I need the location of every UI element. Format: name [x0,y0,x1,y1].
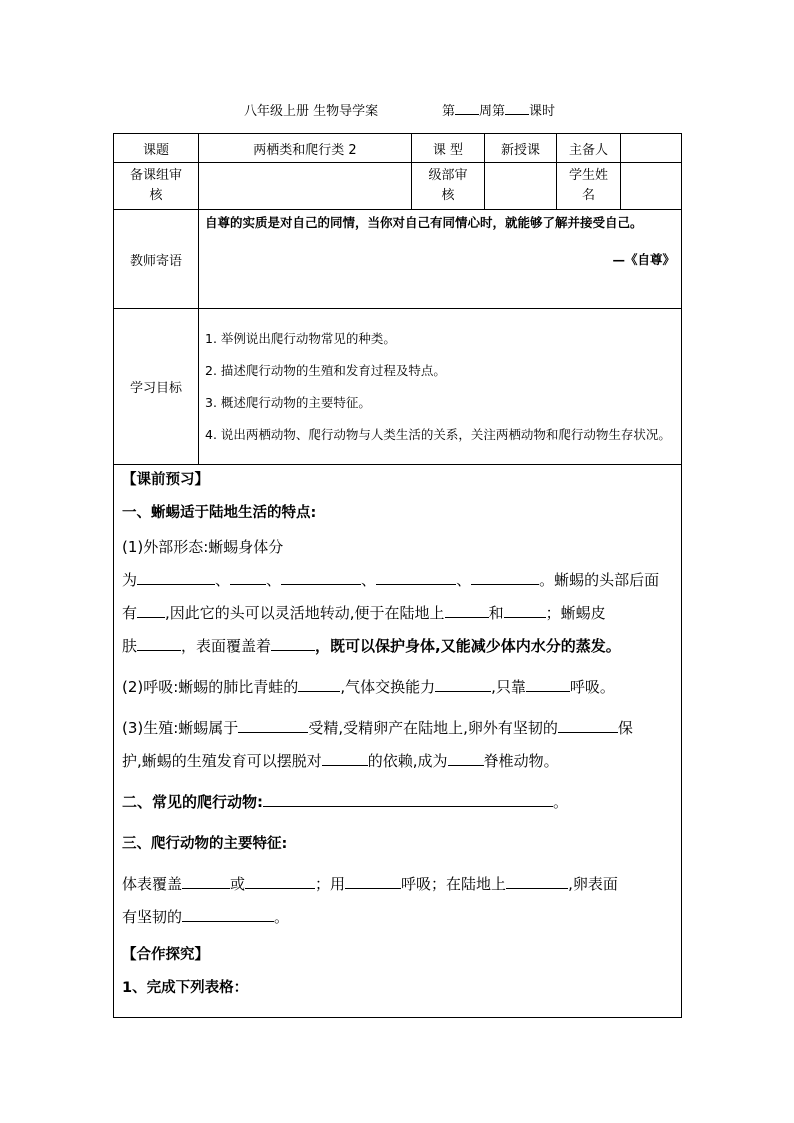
blank[interactable] [506,871,568,889]
teacher-msg-source: —《自尊》 [612,252,675,267]
doc-title: 八年级上册 生物导学案 [244,104,379,119]
worksheet-body [114,465,682,1018]
objective-item: 4. 说出两栖动物、爬行动物与人类生活的关系，关注两栖动物和爬行动物生存状况。 [205,426,671,442]
topic-label: 课题 [114,134,199,163]
blank[interactable] [448,748,484,766]
blank[interactable] [322,748,368,766]
review-group-label: 备课组审核 [114,163,199,210]
blank[interactable] [137,633,181,651]
objective-item: 2. 描述爬行动物的生殖和发育过程及特点。 [205,362,446,378]
q3-line1: 体表覆盖 或 ；用 呼吸；在陆地上 ,卵表面 [122,871,673,896]
q3-title: 三、爬行动物的主要特征: [122,836,288,852]
q1-1-line2: 为 、 、 、 、 。蜥蜴的头部后面 [122,567,673,592]
preparer-field[interactable] [621,134,682,163]
week-lesson-line: 第 周第 课时 [442,104,556,119]
blank[interactable] [263,789,553,807]
lesson-plan-table [113,133,682,1018]
objectives-cell [199,309,682,465]
blank[interactable] [435,674,491,692]
blank[interactable] [445,600,489,618]
type-label: 课 型 [412,134,485,163]
q3-line2: 有坚韧的 。 [122,904,673,929]
preparer-label: 主备人 [557,134,621,163]
blank[interactable] [298,674,340,692]
q1-3-line1: (3)生殖:蜥蜴属于 受精,受精卵产在陆地上,卵外有坚韧的 保 [122,715,673,740]
blank[interactable] [245,871,315,889]
q1-1-line3: 有 ,因此它的头可以灵活地转动,便于在陆地上 和 ；蜥蜴皮 [122,600,673,625]
review-group-field[interactable] [199,163,412,210]
blank[interactable] [182,871,230,889]
blank[interactable] [471,567,539,585]
q1-1-line4: 肤 ，表面覆盖着 ，既可以保护身体,又能减少体内水分的蒸发。 [122,633,673,658]
blank[interactable] [504,600,546,618]
coop-q1: 1、完成下列表格： [122,980,249,996]
blank[interactable] [137,567,215,585]
blank[interactable] [281,567,361,585]
blank[interactable] [271,633,315,651]
blank[interactable] [526,674,570,692]
teacher-msg-text: 自尊的实质是对自己的同情，当你对自己有同情心时，就能够了解并接受自己。 [205,215,643,230]
student-name-field[interactable] [621,163,682,210]
student-name-label: 学生姓名 [557,163,621,210]
blank[interactable] [558,715,618,733]
preview-heading: 【课前预习】 [122,472,209,488]
blank[interactable] [137,600,165,618]
blank[interactable] [230,567,266,585]
blank[interactable] [182,904,274,922]
week-blank[interactable] [455,102,479,115]
objectives-label: 学习目标 [114,309,199,465]
blank[interactable] [345,871,401,889]
lesson-blank[interactable] [505,102,529,115]
coop-heading: 【合作探究】 [122,947,209,963]
grade-review-field[interactable] [485,163,557,210]
objective-item: 1. 举例说出爬行动物常见的种类。 [205,330,396,346]
blank[interactable] [376,567,456,585]
q1-2-line: (2)呼吸:蜥蜴的肺比青蛙的 ,气体交换能力 ,只靠 呼吸。 [122,674,673,699]
teacher-msg-label: 教师寄语 [114,210,199,309]
q1-3-line2: 护,蜥蜴的生殖发育可以摆脱对 的依赖,成为 脊椎动物。 [122,748,673,773]
q2-line: 二、常见的爬行动物: 。 [122,789,673,814]
q1-1-intro: (1)外部形态:蜥蜴身体分 [122,538,284,556]
teacher-msg-cell [199,210,682,309]
topic-value: 两栖类和爬行类 2 [199,134,412,163]
blank[interactable] [238,715,308,733]
type-value: 新授课 [485,134,557,163]
grade-review-label: 级部审核 [412,163,485,210]
q1-title: 一、蜥蜴适于陆地生活的特点: [122,505,317,521]
objective-item: 3. 概述爬行动物的主要特征。 [205,394,371,410]
